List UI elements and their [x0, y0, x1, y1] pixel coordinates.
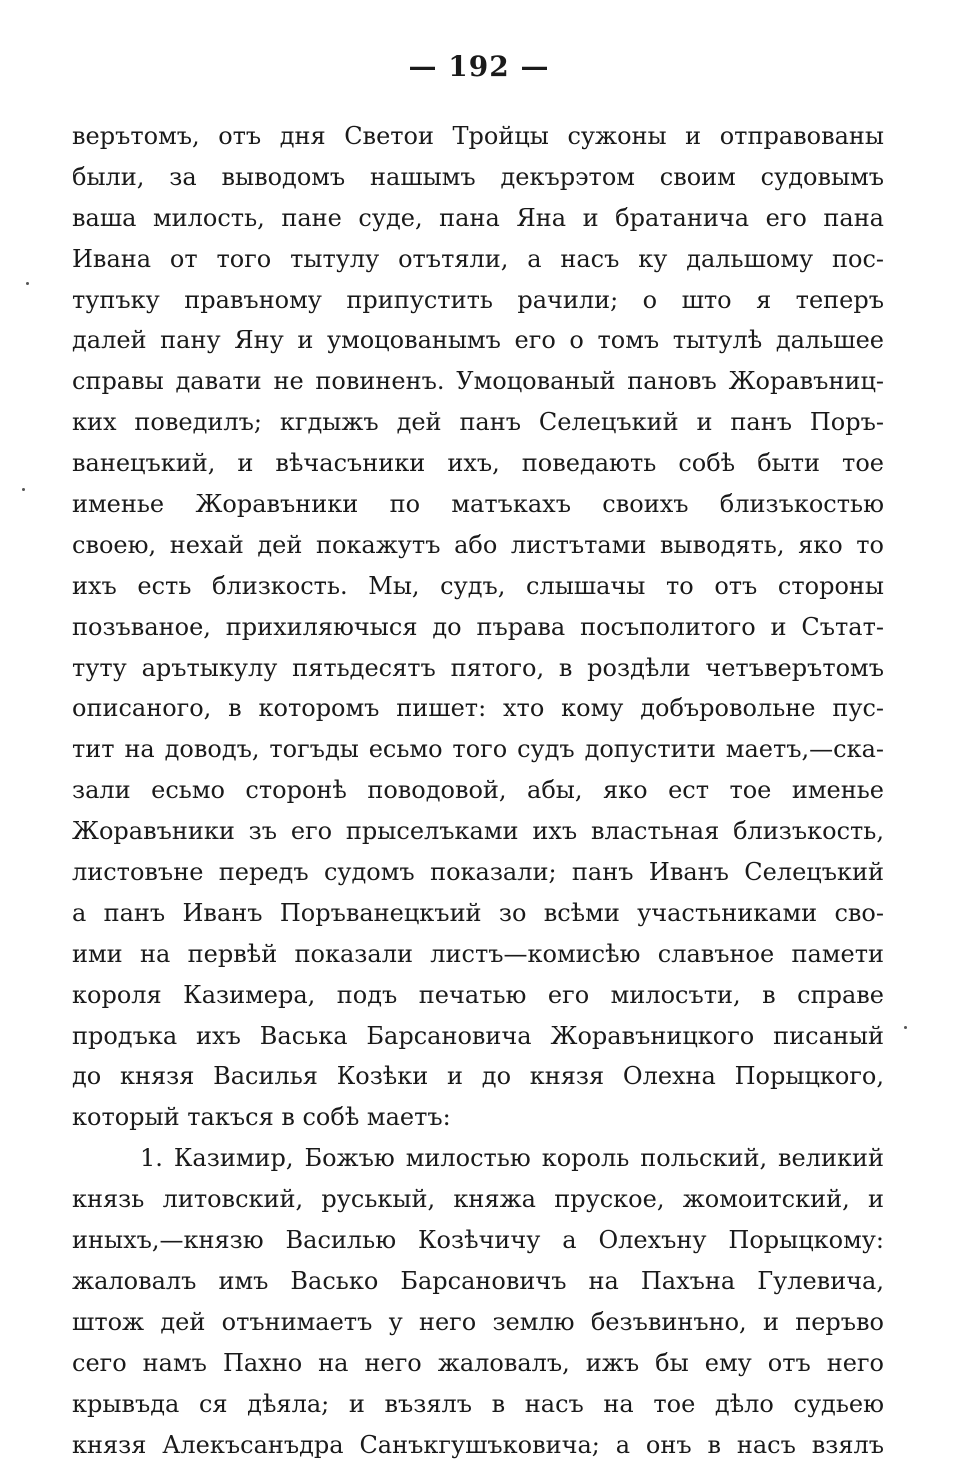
text-line: своею, нехай дей покажутъ або листътами выводять, яко то — [72, 530, 884, 559]
text-line: Жоравъники зъ его прыселъками ихъ властьная близъкость, — [72, 817, 884, 846]
body-text — [72, 116, 884, 1465]
text-line: штож дей отънимаетъ у него землю безъвинъно, и перъво — [72, 1307, 884, 1336]
text-line: продъка ихъ Васька Барсановича Жоравъницкого писаный — [72, 1021, 884, 1050]
text-line: далей пану Яну и умоцованымъ его о томъ тытулѣ дальшее — [72, 326, 884, 355]
text-line: сего намъ Пахно на него жаловалъ, ижъ бы ему отъ него — [72, 1348, 884, 1377]
text-line: который такъся в собѣ маетъ: — [72, 1103, 451, 1132]
text-line: описаного, в которомъ пишет: хто кому добъровольне пус- — [72, 694, 884, 723]
text-line: до князя Василья Козѣки и до князя Олехна Порыцкого, — [72, 1062, 884, 1091]
text-line: ими на первѣй показали листъ—комисѣю славъное памети — [72, 939, 884, 968]
text-line: были, за выводомъ нашымъ декърэтом своим судовымъ — [72, 162, 884, 191]
scan-speck — [26, 282, 29, 285]
text-line: Ивана от того тытулу отътяли, а насъ ку дальшому пос- — [72, 244, 884, 273]
text-line: именье Жоравъники по матъкахъ своихъ близъкостью — [72, 490, 884, 519]
text-line: справы давати не повиненъ. Умоцованый пановъ Жоравъниц- — [72, 367, 884, 396]
text-line: ких поведилъ; кгдыжъ дей панъ Селецъкий и панъ Поръ- — [72, 408, 884, 437]
scan-speck — [904, 1026, 907, 1029]
text-line: ванецъкий, и вѣчасъники ихъ, поведають собѣ быти тое — [72, 449, 884, 478]
text-line: князь литовский, руськый, княжа прускоe, жомоитский, и — [72, 1185, 884, 1214]
text-line: иныхъ,—князю Василью Козѣчичу а Олехъну Порыцкому: — [72, 1226, 884, 1255]
text-line: зали есьмо сторонѣ поводовой, абы, яко ест тое именье — [72, 776, 884, 805]
scan-speck — [22, 488, 25, 491]
text-line: тит на доводъ, тогъды есьмо того судъ допустити маетъ,—ска- — [72, 735, 884, 764]
text-line: князя Алекъсанъдра Санъкгушъковича; а онъ в насъ взялъ — [72, 1430, 884, 1459]
text-line: ваша милость, пане суде, пана Яна и братанича его пана — [72, 203, 884, 232]
page-number: — 192 — — [408, 50, 550, 83]
text-line: верътомъ, отъ дня Светои Тройцы сужоны и отправованы — [72, 122, 884, 150]
text-line: листовъне передъ судомъ показали; панъ Иванъ Селецъкий — [72, 858, 884, 887]
text-line: крывъда ся дѣяла; и възялъ в насъ на тое дѣло судьею — [72, 1389, 884, 1418]
text-line: жаловалъ имъ Васько Барсановичъ на Пахъна Гулевича, — [72, 1266, 884, 1295]
text-line: тупъку правъному припустить рачили; о што я теперъ — [72, 285, 884, 314]
text-line: 1. Казимир, Божъю милостью король польский, великий — [140, 1144, 884, 1173]
text-line: позъваное, прихиляючыся до пърава посъполитого и Сътат- — [72, 612, 884, 641]
text-line: туту арътыкулу пятьдесятъ пятого, в роздѣли четъверътомъ — [72, 653, 884, 682]
text-line: а панъ Иванъ Поръванецкъий зо всѣми участьниками сво- — [72, 898, 884, 927]
text-line: ихъ есть близкость. Мы, судъ, слышачы то отъ стороны — [72, 571, 884, 600]
text-line: короля Казимера, подъ печатью его милосъти, в справе — [72, 980, 884, 1009]
